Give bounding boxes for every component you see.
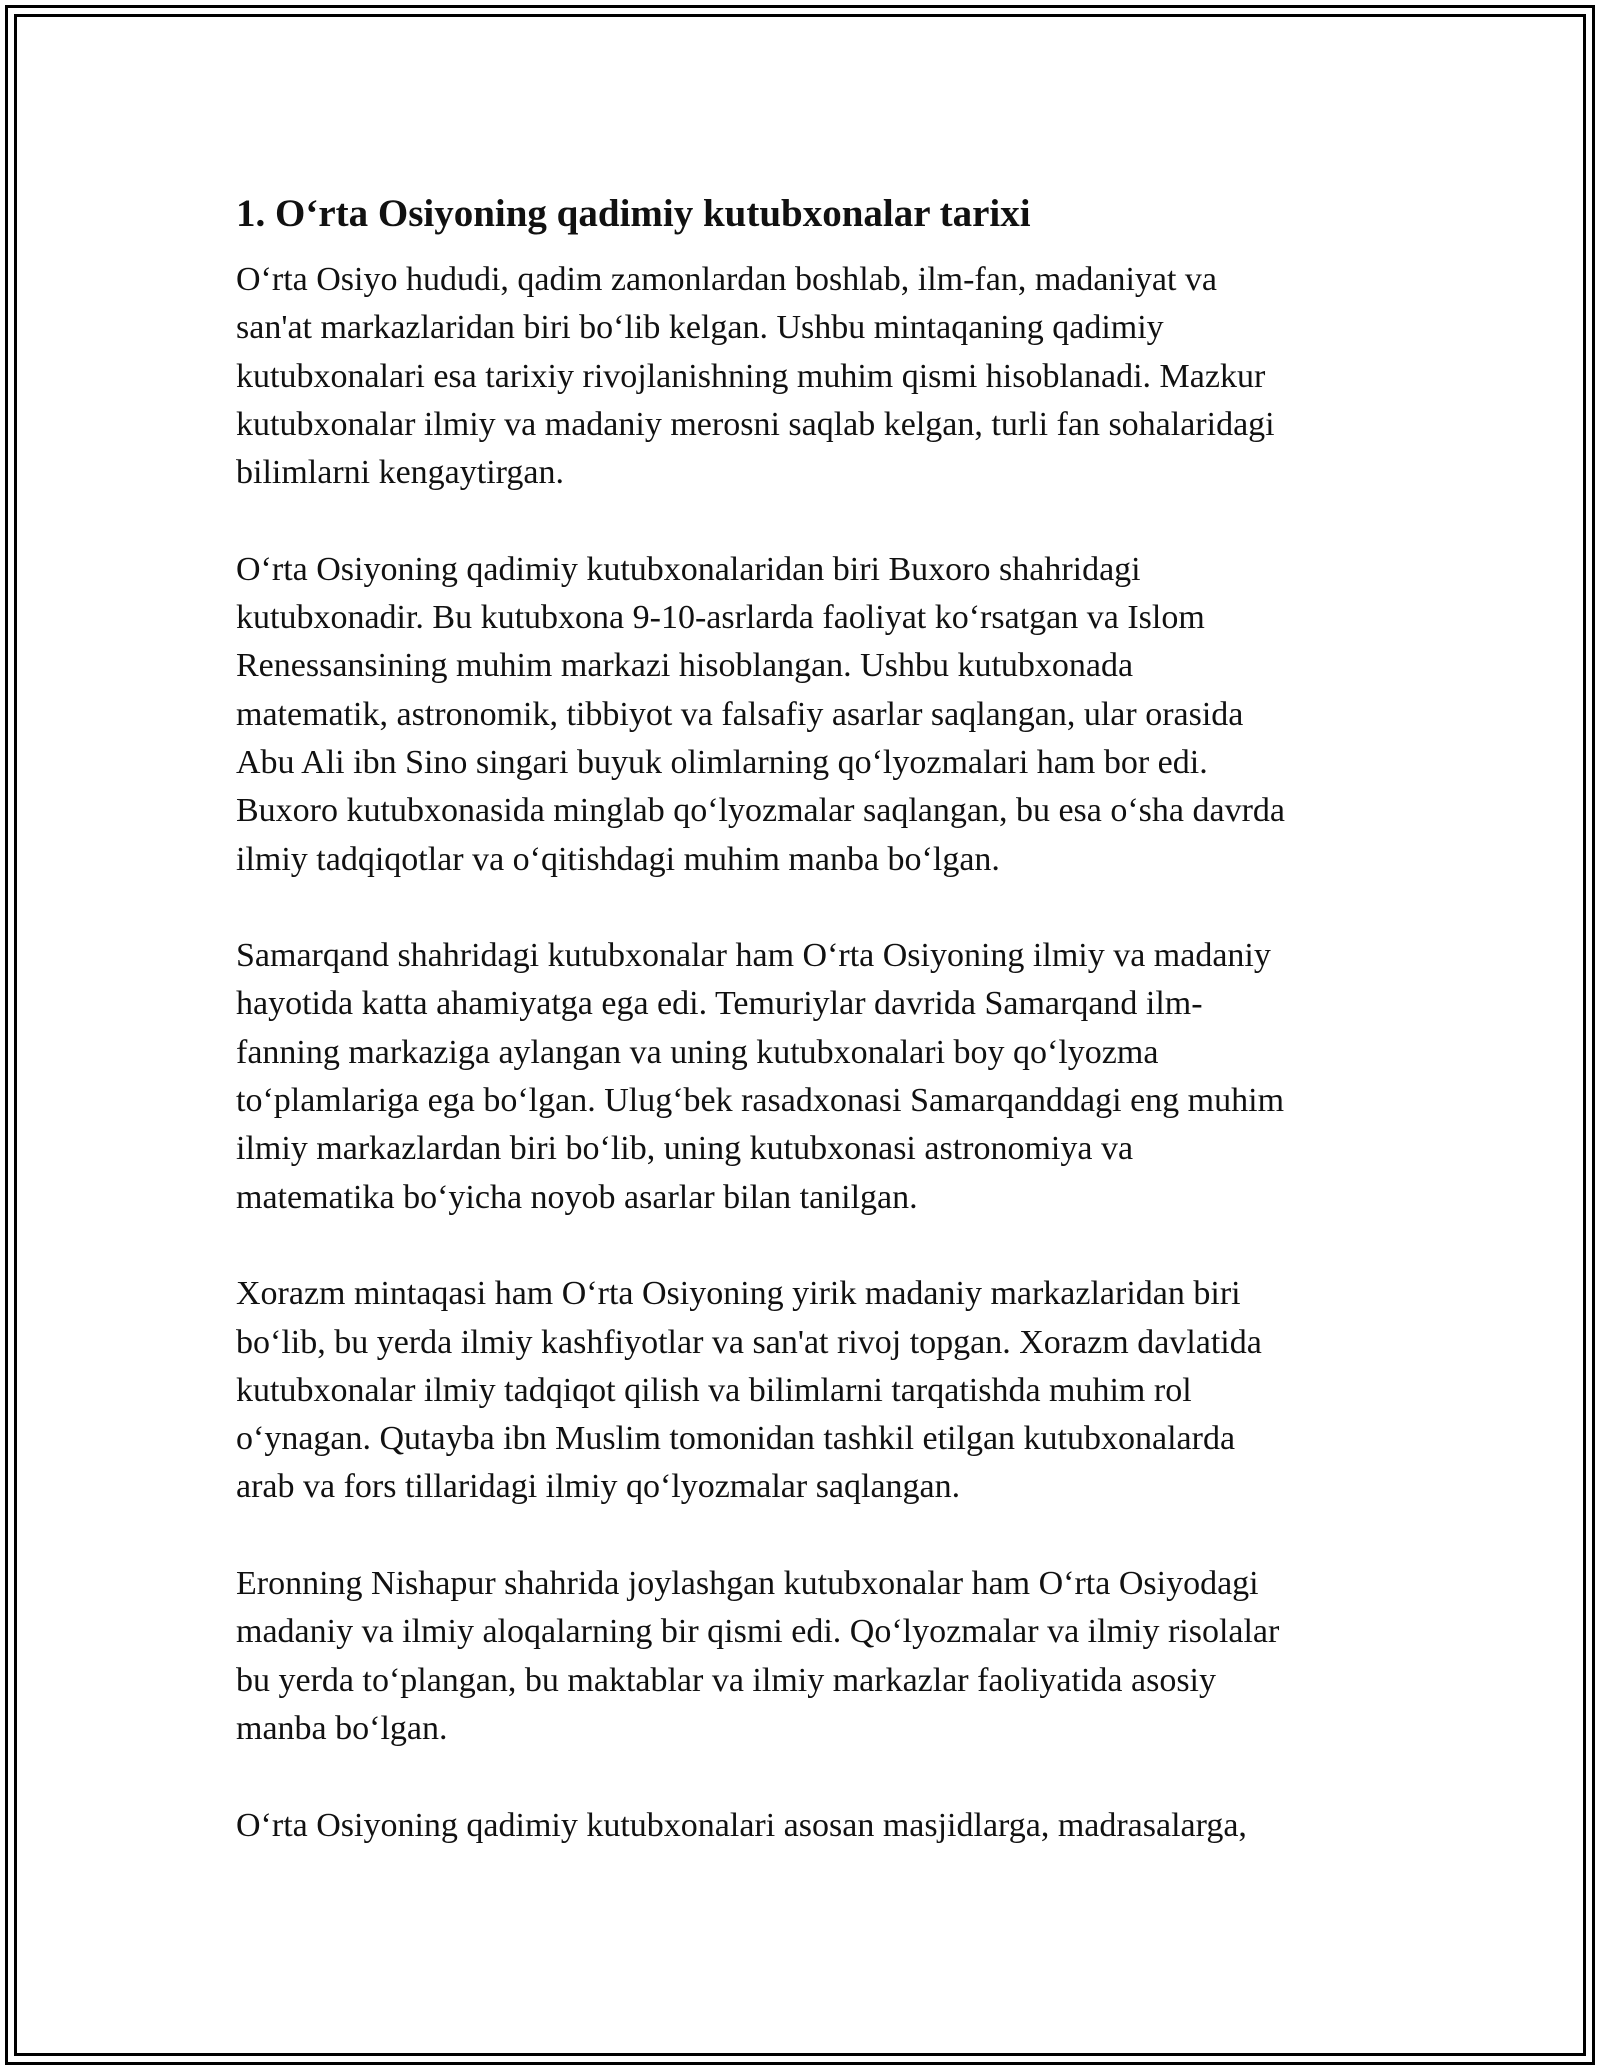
text-line: madaniy va ilmiy aloqalarning bir qismi edi. Qo‘lyozmalar va ilmiy risolalar (236, 1613, 1280, 1651)
text-line: san'at markazlaridan biri bo‘lib kelgan. Ushbu mintaqaning qadimiy (236, 309, 1164, 347)
text-line: Abu Ali ibn Sino singari buyuk olimlarning qo‘lyozmalari ham bor edi. (236, 743, 1208, 781)
text-line: hayotida katta ahamiyatga ega edi. Temuriylar davrida Samarqand ilm- (236, 985, 1203, 1023)
text-line: Samarqand shahridagi kutubxonalar ham O‘rta Osiyoning ilmiy va madaniy (236, 937, 1271, 975)
text-line: Eronning Nishapur shahrida joylashgan kutubxonalar ham O‘rta Osiyodagi (236, 1565, 1259, 1603)
text-line: Renessansining muhim markazi hisoblangan. Ushbu kutubxonada (236, 647, 1134, 685)
text-line: matematika bo‘yicha noyob asarlar bilan tanilgan. (236, 1178, 918, 1216)
text-line: kutubxonalari esa tarixiy rivojlanishning muhim qismi hisoblanadi. Mazkur (236, 357, 1266, 395)
text-line: O‘rta Osiyoning qadimiy kutubxonalaridan biri Buxoro shahridagi (236, 550, 1141, 588)
text-line: bo‘lib, bu yerda ilmiy kashfiyotlar va san'at rivoj topgan. Xorazm davlatida (236, 1323, 1262, 1361)
paragraph-nishapur (236, 1560, 1386, 1753)
paragraph-intro (236, 256, 1386, 497)
paragraph-buxoro (236, 546, 1386, 884)
text-line: fanning markaziga aylangan va uning kutubxonalari boy qo‘lyozma (236, 1033, 1159, 1071)
text-line: kutubxonalar ilmiy va madaniy merosni saqlab kelgan, turli fan sohalaridagi (236, 405, 1275, 443)
text-line: Xorazm mintaqasi ham O‘rta Osiyoning yirik madaniy markazlaridan biri (236, 1275, 1241, 1313)
paragraph-samarqand (236, 932, 1386, 1222)
text-line: o‘ynagan. Qutayba ibn Muslim tomonidan tashkil etilgan kutubxonalarda (236, 1420, 1236, 1458)
paragraph-xorazm (236, 1270, 1386, 1511)
document-body (236, 186, 1386, 1898)
text-line: kutubxonalar ilmiy tadqiqot qilish va bilimlarni tarqatishda muhim rol (236, 1371, 1192, 1409)
text-line: bilimlarni kengaytirgan. (236, 454, 564, 492)
text-line: ilmiy tadqiqotlar va o‘qitishdagi muhim manba bo‘lgan. (236, 840, 1000, 878)
section-heading: 1. O‘rta Osiyoning qadimiy kutubxonalar tarixi (236, 192, 1031, 235)
text-line: arab va fors tillaridagi ilmiy qo‘lyozmalar saqlangan. (236, 1468, 961, 1506)
text-line: ilmiy markazlardan biri bo‘lib, uning kutubxonasi astronomiya va (236, 1130, 1134, 1168)
paragraph-final (236, 1802, 1386, 1850)
text-line: kutubxonadir. Bu kutubxona 9-10-asrlarda faoliyat ko‘rsatgan va Islom (236, 599, 1205, 637)
text-line: O‘rta Osiyo hududi, qadim zamonlardan boshlab, ilm-fan, madaniyat va (236, 261, 1218, 298)
text-line: manba bo‘lgan. (236, 1709, 448, 1747)
text-line: matematik, astronomik, tibbiyot va falsafiy asarlar saqlangan, ular orasida (236, 695, 1244, 733)
text-line: Buxoro kutubxonasida minglab qo‘lyozmalar saqlangan, bu esa o‘sha davrda (236, 792, 1286, 830)
text-line: to‘plamlariga ega bo‘lgan. Ulug‘bek rasadxonasi Samarqanddagi eng muhim (236, 1082, 1285, 1120)
text-line: O‘rta Osiyoning qadimiy kutubxonalari asosan masjidlarga, madrasalarga, (236, 1806, 1247, 1844)
text-line: bu yerda to‘plangan, bu maktablar va ilmiy markazlar faoliyatida asosiy (236, 1661, 1216, 1699)
